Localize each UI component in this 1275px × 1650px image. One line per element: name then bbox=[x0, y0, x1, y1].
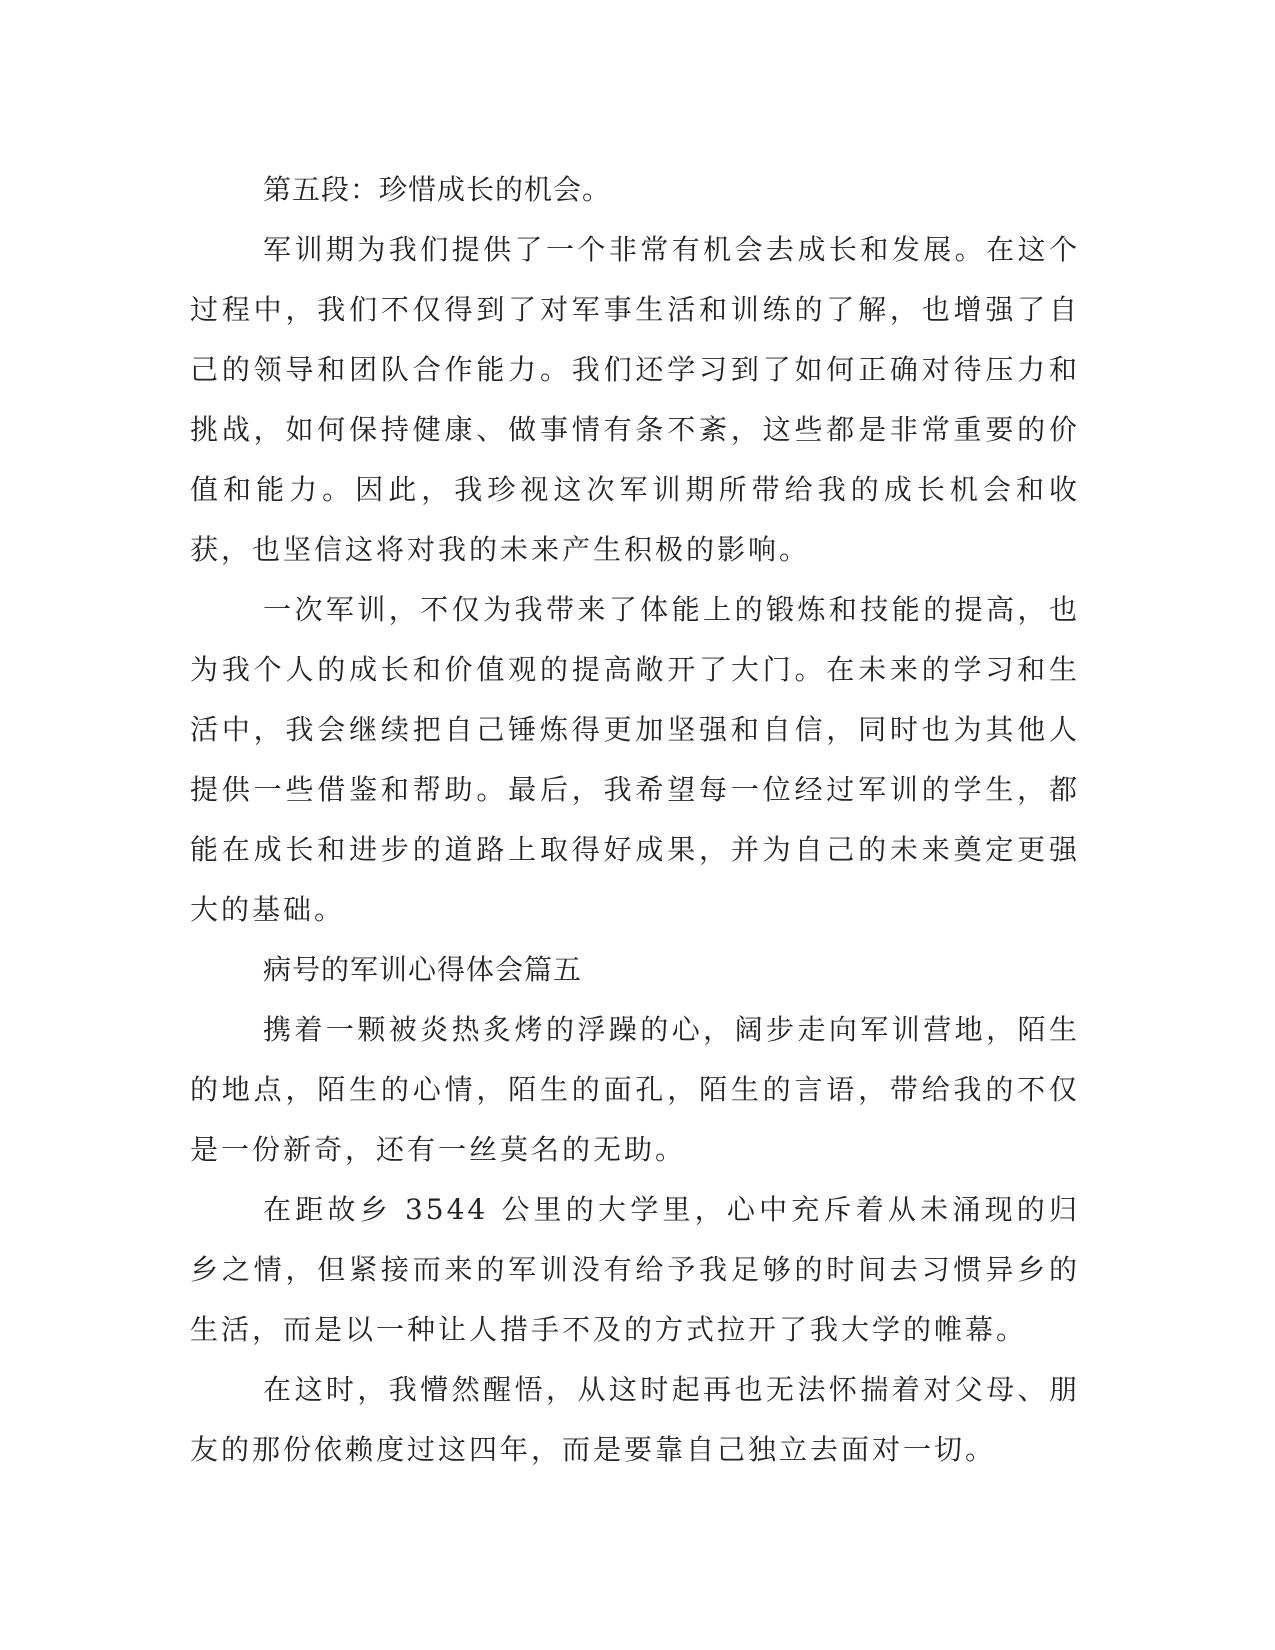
paragraph: 一次军训，不仅为我带来了体能上的锻炼和技能的提高，也为我个人的成长和价值观的提高敞开了大门。在未来的学习和生活中，我会继续把自己锤炼得更加坚强和自信，同时也为其他人提供一些借鉴和帮助。最后，我希望每一位经过军训的学生，都能在成长和进步的道路上取得好成果，并为自己的未来奠定更强大的基础。 bbox=[190, 593, 1080, 926]
section-heading: 第五段：珍惜成长的机会。 bbox=[263, 173, 612, 206]
paragraph: 携着一颗被炎热炙烤的浮躁的心，阔步走向军训营地，陌生的地点，陌生的心情，陌生的面孔，陌生的言语，带给我的不仅是一份新奇，还有一丝莫名的无助。 bbox=[190, 1013, 1080, 1166]
paragraph: 军训期为我们提供了一个非常有机会去成长和发展。在这个过程中，我们不仅得到了对军事生活和训练的了解，也增强了自己的领导和团队合作能力。我们还学习到了如何正确对待压力和挑战，如何保持健康、做事情有条不紊，这些都是非常重要的价值和能力。因此，我珍视这次军训期所带给我的成长机会和收获，也坚信这将对我的未来产生积极的影响。 bbox=[190, 233, 1080, 566]
paragraph: 在距故乡 3544 公里的大学里，心中充斥着从未涌现的归乡之情，但紧接而来的军训没有给予我足够的时间去习惯异乡的生活，而是以一种让人措手不及的方式拉开了我大学的帷幕。 bbox=[190, 1193, 1080, 1346]
paragraph: 在这时，我懵然醒悟，从这时起再也无法怀揣着对父母、朋友的那份依赖度过这四年，而是要靠自己独立去面对一切。 bbox=[190, 1373, 1080, 1466]
document-body bbox=[190, 160, 1080, 1480]
article-title: 病号的军训心得体会篇五 bbox=[263, 953, 583, 986]
